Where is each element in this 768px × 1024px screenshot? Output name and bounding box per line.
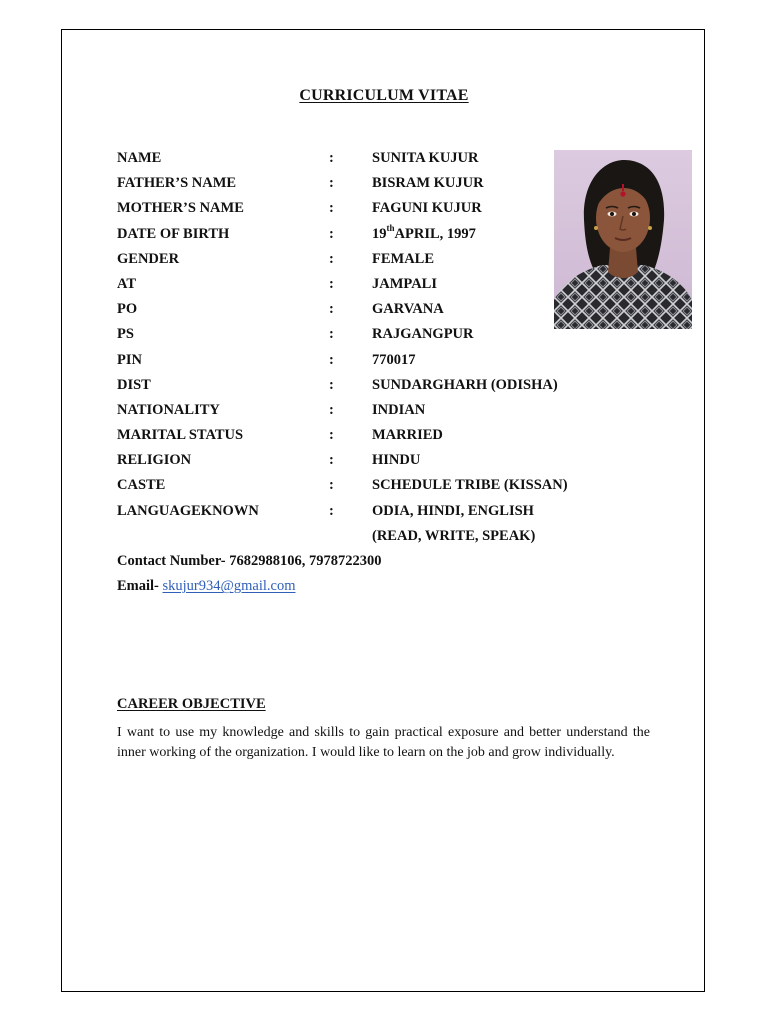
detail-row-pin <box>117 350 577 375</box>
personal-details-table <box>117 148 577 551</box>
detail-value: GARVANA <box>372 301 444 318</box>
detail-separator: : <box>329 200 334 217</box>
detail-separator: : <box>329 150 334 166</box>
detail-label: NATIONALITY <box>117 401 220 418</box>
detail-value: FEMALE <box>372 250 435 267</box>
detail-row-nationality <box>117 400 577 425</box>
detail-row-fathers-name <box>117 173 577 198</box>
detail-label: LANGUAGEKNOWN <box>117 502 259 519</box>
detail-value: RAJGANGPUR <box>372 326 474 343</box>
detail-value <box>372 224 476 244</box>
detail-value: INDIAN <box>372 401 426 418</box>
detail-row-religion <box>117 450 577 475</box>
detail-row-caste <box>117 475 577 500</box>
dob-month-year: APRIL, 1997 <box>394 225 476 242</box>
document-title: CURRICULUM VITAE <box>299 87 469 104</box>
dob-day: 19 <box>372 225 387 242</box>
detail-value: JAMPALI <box>372 275 437 292</box>
detail-separator: : <box>329 401 334 418</box>
detail-label: DATE OF BIRTH <box>117 225 230 242</box>
detail-value: SUNITA KUJUR <box>372 150 479 166</box>
detail-separator: : <box>329 376 334 393</box>
detail-label: PIN <box>117 351 142 368</box>
detail-row-at <box>117 274 577 299</box>
detail-label: DIST <box>117 376 151 393</box>
detail-separator: : <box>329 427 334 444</box>
email-line <box>117 576 295 596</box>
detail-label: PO <box>117 301 138 318</box>
detail-value: SCHEDULE TRIBE (KISSAN) <box>372 477 568 494</box>
career-objective-text: I want to use my knowledge and skills to gain practical exposure and better understand the inner working of the organization. I would like to learn on the job and grow individually. <box>117 725 650 760</box>
career-objective-heading: CAREER OBJECTIVE <box>117 696 266 712</box>
dob-ordinal: th <box>386 222 395 233</box>
detail-separator: : <box>329 275 334 292</box>
detail-row-language-known-continued <box>117 526 577 551</box>
detail-label: AT <box>117 275 137 292</box>
detail-row-gender <box>117 249 577 274</box>
detail-row-language-known <box>117 501 577 526</box>
detail-row-marital-status <box>117 425 577 450</box>
email-link[interactable]: skujur934@gmail.com <box>162 578 296 594</box>
detail-value: BISRAM KUJUR <box>372 175 484 192</box>
detail-label: RELIGION <box>117 452 192 469</box>
detail-label: GENDER <box>117 250 180 267</box>
detail-row-po <box>117 299 577 324</box>
detail-label: CASTE <box>117 477 166 494</box>
detail-separator: : <box>329 477 334 494</box>
detail-value: SUNDARGHARH (ODISHA) <box>372 376 558 393</box>
detail-value: FAGUNI KUJUR <box>372 200 482 217</box>
detail-row-name <box>117 148 577 173</box>
detail-separator: : <box>329 326 334 343</box>
detail-separator: : <box>329 250 334 267</box>
detail-label: PS <box>117 326 134 343</box>
detail-separator: : <box>329 225 334 242</box>
email-label: Email- <box>117 578 159 594</box>
detail-separator: : <box>329 502 334 519</box>
detail-separator: : <box>329 351 334 368</box>
detail-label: MOTHER’S NAME <box>117 200 244 217</box>
profile-photo <box>554 150 692 329</box>
detail-separator: : <box>329 452 334 469</box>
detail-value: 770017 <box>372 351 416 368</box>
contact-number: Contact Number- 7682988106, 7978722300 <box>117 553 382 569</box>
detail-row-dist <box>117 375 577 400</box>
detail-separator: : <box>329 175 334 192</box>
detail-value: (READ, WRITE, SPEAK) <box>372 527 536 544</box>
detail-label: MARITAL STATUS <box>117 427 244 444</box>
detail-value: MARRIED <box>372 427 443 444</box>
detail-value: ODIA, HINDI, ENGLISH <box>372 502 534 519</box>
detail-separator: : <box>329 301 334 318</box>
detail-row-date-of-birth <box>117 224 577 249</box>
detail-label: FATHER’S NAME <box>117 175 237 192</box>
detail-row-ps <box>117 324 577 349</box>
detail-row-mothers-name <box>117 198 577 223</box>
detail-value: HINDU <box>372 452 421 469</box>
detail-label: NAME <box>117 150 162 166</box>
